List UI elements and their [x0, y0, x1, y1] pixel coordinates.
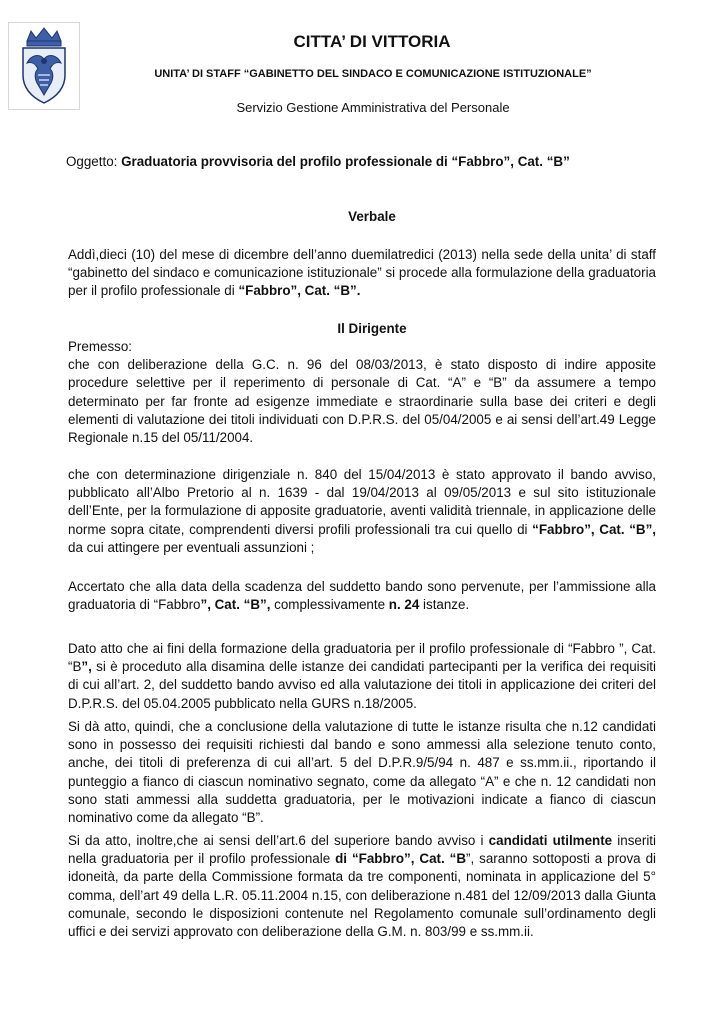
dato-bold: ”,	[81, 659, 92, 675]
addi-bold: “Fabbro”, Cat. “B”.	[238, 283, 361, 299]
acc-bold-1: ”, Cat. “B”,	[200, 597, 271, 613]
inoltre-text-3: ”, saranno sottoposti a prova di idoneità, da parte della Commissione formata da tre componenti, nominata in applicazione del 5° comma, dell’art 49 della L.R. 05.11.2004 n.15, con deliberazione n.481 del 12/09/2013 dalla Giunta comunale, secondo le disposizioni contenute nel Regolamento comunale sull’ordinamento degli uffici e dei servizi approvato con deliberazione della G.M. n. 803/99 e ss.mm.ii.	[68, 851, 656, 940]
paragraph-premesso	[68, 338, 656, 447]
inoltre-text-1: Si da atto, inoltre,che ai sensi dell’art.6 del superiore bando avviso i	[68, 833, 489, 848]
acc-text-3: istanze.	[419, 597, 470, 613]
inoltre-bold-2: di “Fabbro”, Cat. “B	[335, 851, 467, 867]
paragraph-dato-atto	[68, 640, 656, 713]
acc-text-1: Accertato che alla data della scadenza del suddetto bando sono pervenute, per l’ammissione alla graduatoria di “Fabbro	[68, 579, 656, 613]
acc-text-2: complessivamente	[270, 597, 389, 613]
dato-text-2: si è proceduto alla disamina delle istanze dei candidati partecipanti per la verifica dei requisiti di cui all’art. 2, del suddetto bando avviso ed alla valutazione dei titoli in applicazione dei criteri del D.P.R.S. del 05.04.2005 pubblicato nella GURS n.18/2005.	[68, 659, 656, 711]
det-bold: “Fabbro”, Cat. “B”,	[532, 521, 657, 537]
paragraph-accertato	[68, 578, 656, 614]
premesso-label: Premesso:	[68, 339, 132, 354]
dirigente-heading: Il Dirigente	[337, 321, 407, 336]
det-text-1: che con determinazione dirigenziale n. 840 del 15/04/2013 è stato approvato il bando avviso, pubblicato all’Albo Pretorio al n. 1639 - dal 19/04/2013 al 09/05/2013 e sul sito istituzionale dell’Ente, per la formulazione di apposite graduatorie, aventi validità triennale, in applicazione delle norme sopra citate, comprendenti diversi profili professionali tra cui quello di	[68, 467, 656, 537]
verbale-heading: Verbale	[348, 209, 396, 224]
paragraph-addi	[68, 246, 656, 301]
inoltre-text-2: inseriti nella graduatoria per il profilo professionale	[68, 833, 656, 867]
city-title: CITTA’ DI VITTORIA	[293, 32, 451, 51]
acc-bold-2: n. 24	[388, 597, 420, 613]
subject-line	[66, 153, 666, 171]
addi-text: Addì,dieci (10) del mese di dicembre dell’anno duemilatredici (2013) nella sede della unita’ di staff “gabinetto del sindaco e comunicazione istituzionale” si procede alla formulazione della graduatoria per il profilo professionale di	[68, 247, 656, 299]
paragraph-si-da-atto: Si dà atto, quindi, che a conclusione della valutazione di tutte le istanze risulta che n.12 candidati sono in possesso dei requisiti richiesti dal bando e sono ammessi alla selezione tenuto conto, anche, dei titoli di preferenza di cui all’art. 5 del D.P.R.9/5/94 n. 487 e ss.mm.ii., riportando il punteggio a fianco di ciascun nominativo segnato, come da allegato “A” e che n. 12 candidati non sono stati ammessi alla suddetta graduatoria, per le motivazioni indicate a fianco di ciascun nominativo come da allegato “B”.	[68, 719, 656, 826]
subject-text: Graduatoria provvisoria del profilo professionale di “Fabbro”, Cat. “B”	[121, 154, 570, 169]
paragraph-inoltre	[68, 832, 656, 941]
staff-unit-title: UNITA’ DI STAFF “GABINETTO DEL SINDACO E COMUNICAZIONE ISTITUZIONALE”	[154, 68, 592, 80]
paragraph-determinazione	[68, 466, 656, 557]
det-text-2: da cui attingere per eventuali assunzioni ;	[68, 539, 315, 555]
dato-text-1: Dato atto che ai fini della formazione della graduatoria per il profilo professionale di “Fabbro ”, Cat. “B	[68, 641, 656, 675]
subject-label: Oggetto:	[66, 154, 118, 169]
inoltre-bold-1: candidati utilmente	[488, 833, 613, 848]
premesso-text: che con deliberazione della G.C. n. 96 del 08/03/2013, è stato disposto di indire apposite procedure selettive per il reperimento di personale di Cat. “A” e “B” da assumere a tempo determinato per far fronte ad esigenze immediate e straordinarie sulla base dei criteri e degli elementi di valutazione dei titoli individuati con D.P.R.S. del 05/04/2005 e ai sensi dell’art.49 Legge Regionale n.15 del 05/11/2004.	[68, 357, 656, 446]
service-title: Servizio Gestione Amministrativa del Personale	[236, 100, 510, 115]
